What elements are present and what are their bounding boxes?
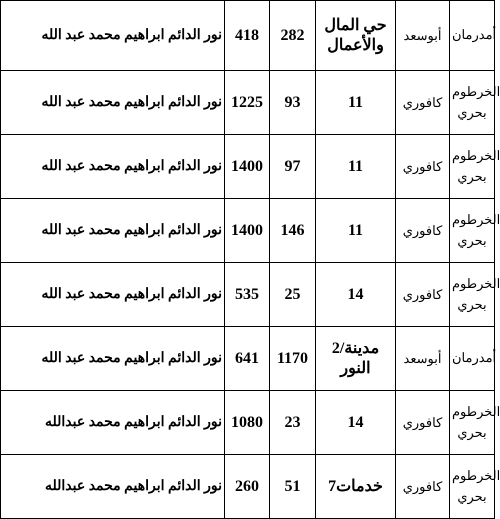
district-cell: أبوسعد [396, 1, 450, 71]
plot-number-cell: 51 [270, 455, 316, 519]
block-cell: 11 [316, 199, 396, 263]
plot-number-cell: 146 [270, 199, 316, 263]
area-cell: 1225 [225, 71, 270, 135]
city-cell: الخرطوم بحري [450, 135, 495, 199]
owner-name-cell: نور الدائم ابراهيم محمد عبد الله [1, 1, 225, 71]
area-cell: 1400 [225, 135, 270, 199]
owner-name-cell: نور الدائم ابراهيم محمد عبدالله [1, 391, 225, 455]
owner-name-cell: نور الدائم ابراهيم محمد عبد الله [1, 327, 225, 391]
district-cell: كافوري [396, 135, 450, 199]
city-cell: الخرطوم بحري [450, 391, 495, 455]
city-cell: الخرطوم بحري [450, 455, 495, 519]
district-cell: كافوري [396, 263, 450, 327]
block-cell: 2/مدينة النور [316, 327, 396, 391]
city-cell: الخرطوم بحري [450, 71, 495, 135]
plot-number-cell: 93 [270, 71, 316, 135]
city-cell: الخرطوم بحري [450, 199, 495, 263]
table-row [1, 455, 495, 519]
area-cell: 535 [225, 263, 270, 327]
table-row [1, 263, 495, 327]
block-cell: 11 [316, 135, 396, 199]
area-cell: 1400 [225, 199, 270, 263]
table-row [1, 391, 495, 455]
block-cell: 7خدمات [316, 455, 396, 519]
owner-name-cell: نور الدائم ابراهيم محمد عبد الله [1, 71, 225, 135]
district-cell: أبوسعد [396, 327, 450, 391]
district-cell: كافوري [396, 199, 450, 263]
owner-name-cell: نور الدائم ابراهيم محمد عبد الله [1, 135, 225, 199]
owner-name-cell: نور الدائم ابراهيم محمد عبدالله [1, 455, 225, 519]
district-cell: كافوري [396, 71, 450, 135]
plot-number-cell: 97 [270, 135, 316, 199]
district-cell: كافوري [396, 455, 450, 519]
owner-name-cell: نور الدائم ابراهيم محمد عبد الله [1, 263, 225, 327]
plot-number-cell: 282 [270, 1, 316, 71]
plot-number-cell: 23 [270, 391, 316, 455]
area-cell: 1080 [225, 391, 270, 455]
area-cell: 260 [225, 455, 270, 519]
city-cell: أمدرمان [450, 327, 495, 391]
owner-name-cell: نور الدائم ابراهيم محمد عبد الله [1, 199, 225, 263]
block-cell: 14 [316, 263, 396, 327]
table-row [1, 327, 495, 391]
plot-number-cell: 25 [270, 263, 316, 327]
block-cell: حي المال والأعمال [316, 1, 396, 71]
block-cell: 14 [316, 391, 396, 455]
table-row [1, 71, 495, 135]
table-row [1, 199, 495, 263]
block-cell: 11 [316, 71, 396, 135]
table-row [1, 1, 495, 71]
table-row [1, 135, 495, 199]
city-cell: الخرطوم بحري [450, 263, 495, 327]
area-cell: 641 [225, 327, 270, 391]
city-cell: أمدرمان [450, 1, 495, 71]
area-cell: 418 [225, 1, 270, 71]
plot-number-cell: 1170 [270, 327, 316, 391]
district-cell: كافوري [396, 391, 450, 455]
